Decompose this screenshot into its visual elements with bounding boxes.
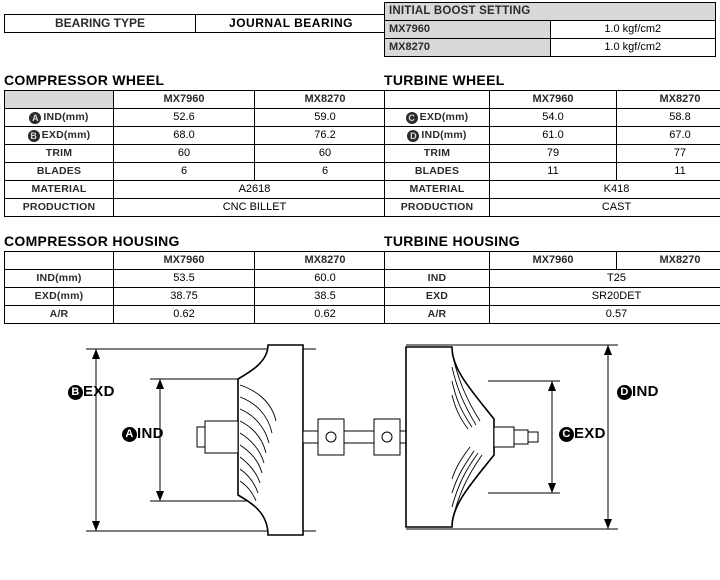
arrow-head [156,379,164,389]
table-row [5,15,387,33]
label-c-exd [559,425,606,442]
cell-value-span: T25 [490,270,720,288]
col-header-mx7960: MX7960 [490,252,617,270]
col-header-mx8270: MX8270 [617,91,720,109]
arrow-head [604,519,612,529]
table-row [385,21,716,39]
row-label-blades: BLADES [5,163,114,181]
row-label-ind: IND [385,270,490,288]
row-label-ar: A/R [385,306,490,324]
table-row [385,306,720,324]
turbine-shaft-stub-3 [528,432,538,442]
cell-value: 0.62 [114,306,255,324]
arrow-head [548,483,556,493]
cell-value: 61.0 [490,127,617,145]
table-row [385,270,720,288]
boost-row-value: 1.0 kgf/cm2 [550,39,716,57]
turbine-wheel-title: TURBINE WHEEL [384,72,505,88]
label-a-ind-text: IND [137,425,164,442]
row-label-production: PRODUCTION [385,199,490,217]
compressor-wheel-title: COMPRESSOR WHEEL [4,72,165,88]
row-label-text: IND(mm) [43,111,89,123]
boost-row-label: MX7960 [385,21,551,39]
col-header-blank [385,252,490,270]
table-row [385,3,716,21]
bearing-bore [326,432,336,442]
row-label-production: PRODUCTION [5,199,114,217]
col-header-mx7960: MX7960 [114,91,255,109]
compressor-housing-table-wrap [4,251,396,324]
cell-value: 38.75 [114,288,255,306]
bearing-type-value: JOURNAL BEARING [196,15,387,33]
col-header-mx8270: MX8270 [255,252,396,270]
turbine-wheel-table [384,90,720,217]
mark-c-icon: C [406,112,418,124]
col-header-mx8270: MX8270 [617,252,720,270]
turbo-cross-section-diagram [0,335,720,580]
table-row [5,127,396,145]
initial-boost-block [384,2,716,57]
cell-value-span: 0.57 [490,306,720,324]
label-d-ind-text: IND [632,383,659,400]
cell-value: 59.0 [255,109,396,127]
cell-value: 77 [617,145,720,163]
cell-value: 38.5 [255,288,396,306]
compressor-wheel-table-wrap [4,90,396,217]
turbine-wheel-outline [406,347,494,527]
row-label-exd [385,109,490,127]
cell-value-span: CNC BILLET [114,199,396,217]
table-row [385,109,720,127]
mark-d-icon: D [407,130,419,142]
table-row [385,127,720,145]
diagram-svg [0,335,720,580]
label-b-exd [68,383,115,400]
col-header-mx8270: MX8270 [255,91,396,109]
col-header-blank [385,91,490,109]
mark-a-icon: A [122,427,137,442]
table-row [5,270,396,288]
mark-d-icon: D [617,385,632,400]
label-c-exd-text: EXD [574,425,606,442]
table-row [5,181,396,199]
mark-b-icon: B [28,130,40,142]
row-label-ind: IND(mm) [5,270,114,288]
cell-value: 60.0 [255,270,396,288]
cell-value: 11 [490,163,617,181]
mark-a-icon: A [29,112,41,124]
table-row [385,181,720,199]
table-row [5,91,396,109]
compressor-nut [205,421,238,453]
turbine-housing-section [384,233,520,249]
cell-value: 52.6 [114,109,255,127]
turbine-housing-table-wrap [384,251,720,324]
cell-value: 79 [490,145,617,163]
row-label-text: IND(mm) [421,129,467,141]
boost-row-label: MX8270 [385,39,551,57]
compressor-housing-table [4,251,396,324]
turbine-housing-title: TURBINE HOUSING [384,233,520,249]
cell-value: 6 [114,163,255,181]
row-label-ar: A/R [5,306,114,324]
table-row [5,306,396,324]
row-label-ind [385,127,490,145]
row-label-text: EXD(mm) [41,129,91,141]
col-header-mx7960: MX7960 [114,252,255,270]
initial-boost-title: INITIAL BOOST SETTING [385,3,716,21]
cell-value: 68.0 [114,127,255,145]
arrow-head [156,491,164,501]
turbine-wheel-section [384,72,505,88]
table-row [5,252,396,270]
compressor-wheel-outline [238,345,303,535]
label-d-ind [617,383,659,400]
bearing-bore [382,432,392,442]
table-row [5,109,396,127]
table-row [5,199,396,217]
table-row [385,91,720,109]
cell-value: 11 [617,163,720,181]
bearing-type-label: BEARING TYPE [5,15,196,33]
table-row [385,39,716,57]
col-header-mx7960: MX7960 [490,91,617,109]
arrow-head [92,349,100,359]
compressor-nut-tip [197,427,205,447]
cell-value: 60 [114,145,255,163]
cell-value-span: CAST [490,199,720,217]
table-row [5,288,396,306]
table-row [385,288,720,306]
arrow-head [604,345,612,355]
row-label-ind [5,109,114,127]
table-row [5,145,396,163]
row-label-exd: EXD [385,288,490,306]
row-label-exd [5,127,114,145]
cell-value: 60 [255,145,396,163]
bearing-type-table [4,14,387,33]
table-row [385,163,720,181]
row-label-trim: TRIM [385,145,490,163]
cell-value: 76.2 [255,127,396,145]
initial-boost-table [384,2,716,57]
turbine-shaft-stub-2 [514,430,528,444]
compressor-housing-title: COMPRESSOR HOUSING [4,233,180,249]
cell-value-span: K418 [490,181,720,199]
boost-row-value: 1.0 kgf/cm2 [550,21,716,39]
cell-value: 67.0 [617,127,720,145]
cell-value: 6 [255,163,396,181]
cell-value-span: A2618 [114,181,396,199]
label-a-ind [122,425,164,442]
row-label-exd: EXD(mm) [5,288,114,306]
cell-value: 53.5 [114,270,255,288]
col-header-blank [5,91,114,109]
row-label-material: MATERIAL [5,181,114,199]
col-header-blank [5,252,114,270]
cell-value: 58.8 [617,109,720,127]
bearing-type-block [4,14,387,33]
cell-value: 54.0 [490,109,617,127]
table-row [385,199,720,217]
turbine-shaft-stub-1 [494,427,514,447]
table-row [385,252,720,270]
mark-b-icon: B [68,385,83,400]
arrow-head [548,381,556,391]
cell-value-span: SR20DET [490,288,720,306]
turbine-housing-table [384,251,720,324]
table-row [5,163,396,181]
table-row [385,145,720,163]
row-label-trim: TRIM [5,145,114,163]
row-label-material: MATERIAL [385,181,490,199]
row-label-blades: BLADES [385,163,490,181]
compressor-wheel-table [4,90,396,217]
mark-c-icon: C [559,427,574,442]
arrow-head [92,521,100,531]
compressor-wheel-section [4,72,164,88]
cell-value: 0.62 [255,306,396,324]
turbine-wheel-table-wrap [384,90,720,217]
compressor-housing-section [4,233,180,249]
row-label-text: EXD(mm) [419,111,469,123]
label-b-exd-text: EXD [83,383,115,400]
